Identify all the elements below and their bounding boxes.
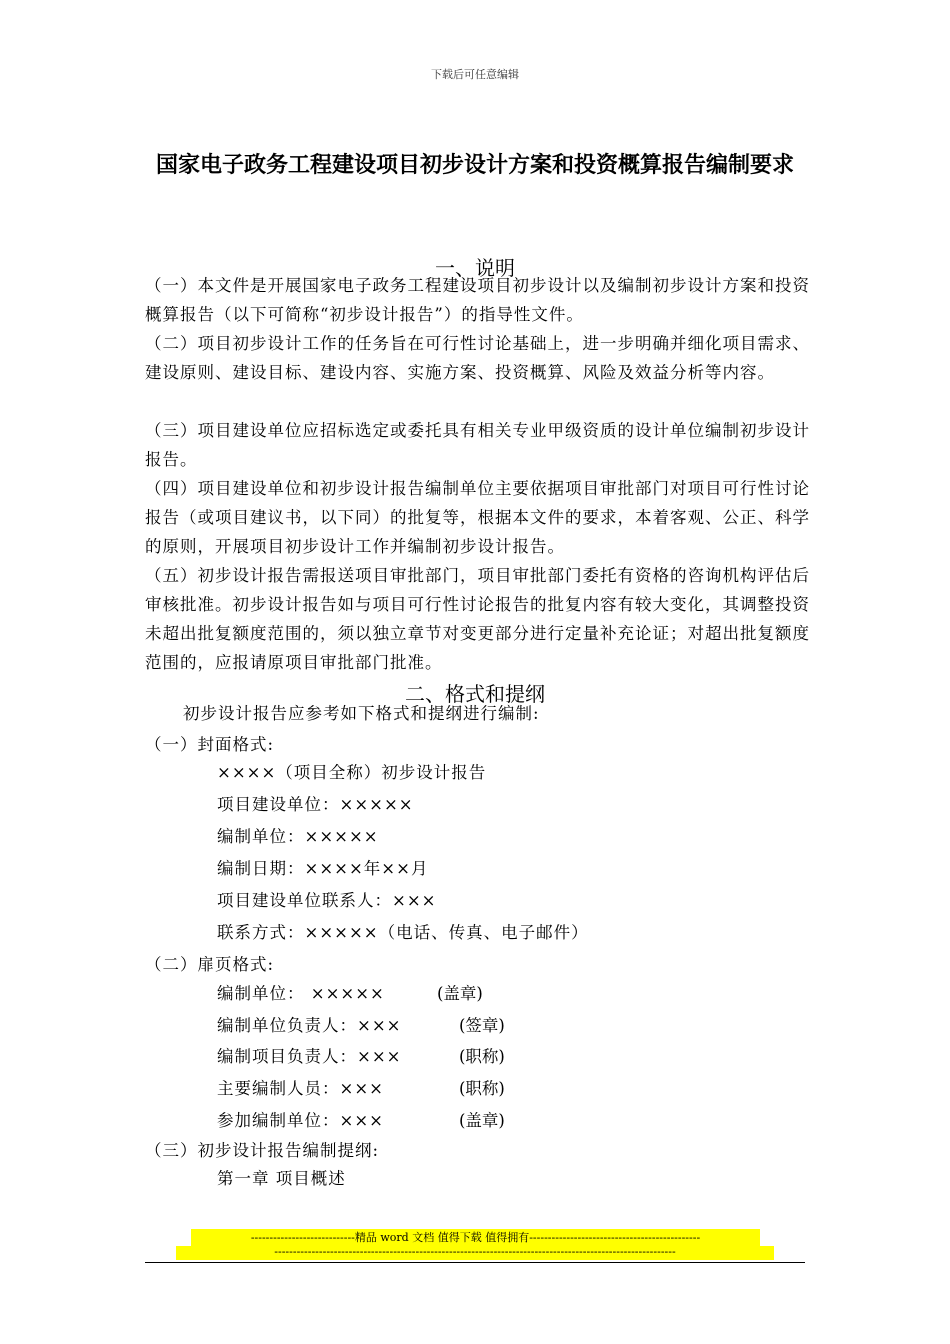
section-2-heading: 二、格式和提纲 xyxy=(405,682,545,706)
title-page-format-label: （二）扉页格式: xyxy=(145,955,275,974)
cover-line-compiler: 编制单位：××××× xyxy=(217,827,379,846)
footer-dash-line: ------------------------------------------------------------------------------------------------------------ xyxy=(176,1246,774,1260)
footer-rule xyxy=(145,1262,805,1263)
cover-line-date: 编制日期：××××年××月 xyxy=(217,859,429,878)
title-page-row-text: 编制单位负责人：××× xyxy=(217,1016,402,1035)
section-1-heading: 一、说明 xyxy=(435,256,515,280)
section-1-paragraph-4: （四）项目建设单位和初步设计报告编制单位主要依据项目审批部门对项目可行性讨论报告（或项目建议书，以下同）的批复等，根据本文件的要求，本着客观、公正、科学的原则，开展项目初步设计工作并编制初步设计报告。 xyxy=(145,479,810,556)
document-title: 国家电子政务工程建设项目初步设计方案和投资概算报告编制要求 xyxy=(155,153,794,178)
title-page-row-text: 主要编制人员：××× xyxy=(217,1079,384,1098)
title-page-row-note: (盖章) xyxy=(437,984,483,1003)
section-1-paragraph-2: （二）项目初步设计工作的任务旨在可行性讨论基础上，进一步明确并细化项目需求、建设原则、建设目标、建设内容、实施方案、投资概算、风险及效益分析等内容。 xyxy=(145,334,810,382)
cover-line-contact-method: 联系方式：×××××（电话、传真、电子邮件） xyxy=(217,923,589,942)
outline-label: （三）初步设计报告编制提纲: xyxy=(145,1141,380,1160)
page-header-note: 下载后可任意编辑 xyxy=(431,68,519,81)
footer-banner: ----------------------------精品 word 文档 值得下载 值得拥有---------------------------------------------- xyxy=(191,1229,760,1246)
cover-line-contact: 项目建设单位联系人：××× xyxy=(217,891,437,910)
section-2-intro: 初步设计报告应参考如下格式和提纲进行编制: xyxy=(183,704,540,723)
section-1-paragraph-1: （一）本文件是开展国家电子政务工程建设项目初步设计以及编制初步设计方案和投资概算报告（以下可简称“初步设计报告”）的指导性文件。 xyxy=(145,276,810,324)
title-page-row-note: (盖章) xyxy=(459,1111,505,1130)
outline-chapter-1: 第一章 项目概述 xyxy=(217,1169,346,1188)
cover-line-project-name: ××××（项目全称）初步设计报告 xyxy=(217,763,487,782)
title-page-row-text: 编制项目负责人：××× xyxy=(217,1047,402,1066)
cover-line-builder: 项目建设单位：××××× xyxy=(217,795,414,814)
title-page-row-text: 参加编制单位：××× xyxy=(217,1111,384,1130)
cover-format-label: （一）封面格式: xyxy=(145,735,275,754)
section-1-paragraph-3: （三）项目建设单位应招标选定或委托具有相关专业甲级资质的设计单位编制初步设计报告。 xyxy=(145,421,810,469)
section-1-paragraph-5: （五）初步设计报告需报送项目审批部门，项目审批部门委托有资格的咨询机构评估后审核批准。初步设计报告如与项目可行性讨论报告的批复内容有较大变化，其调整投资未超出批复额度范围的，须以独立章节对变更部分进行定量补充论证；对超出批复额度范围的，应报请原项目审批部门批准。 xyxy=(145,566,810,672)
title-page-row-text: 编制单位： ××××× xyxy=(217,984,385,1003)
title-page-row-note: (职称) xyxy=(459,1047,505,1066)
title-page-row-note: (签章) xyxy=(459,1016,505,1035)
title-page-row-note: (职称) xyxy=(459,1079,505,1098)
